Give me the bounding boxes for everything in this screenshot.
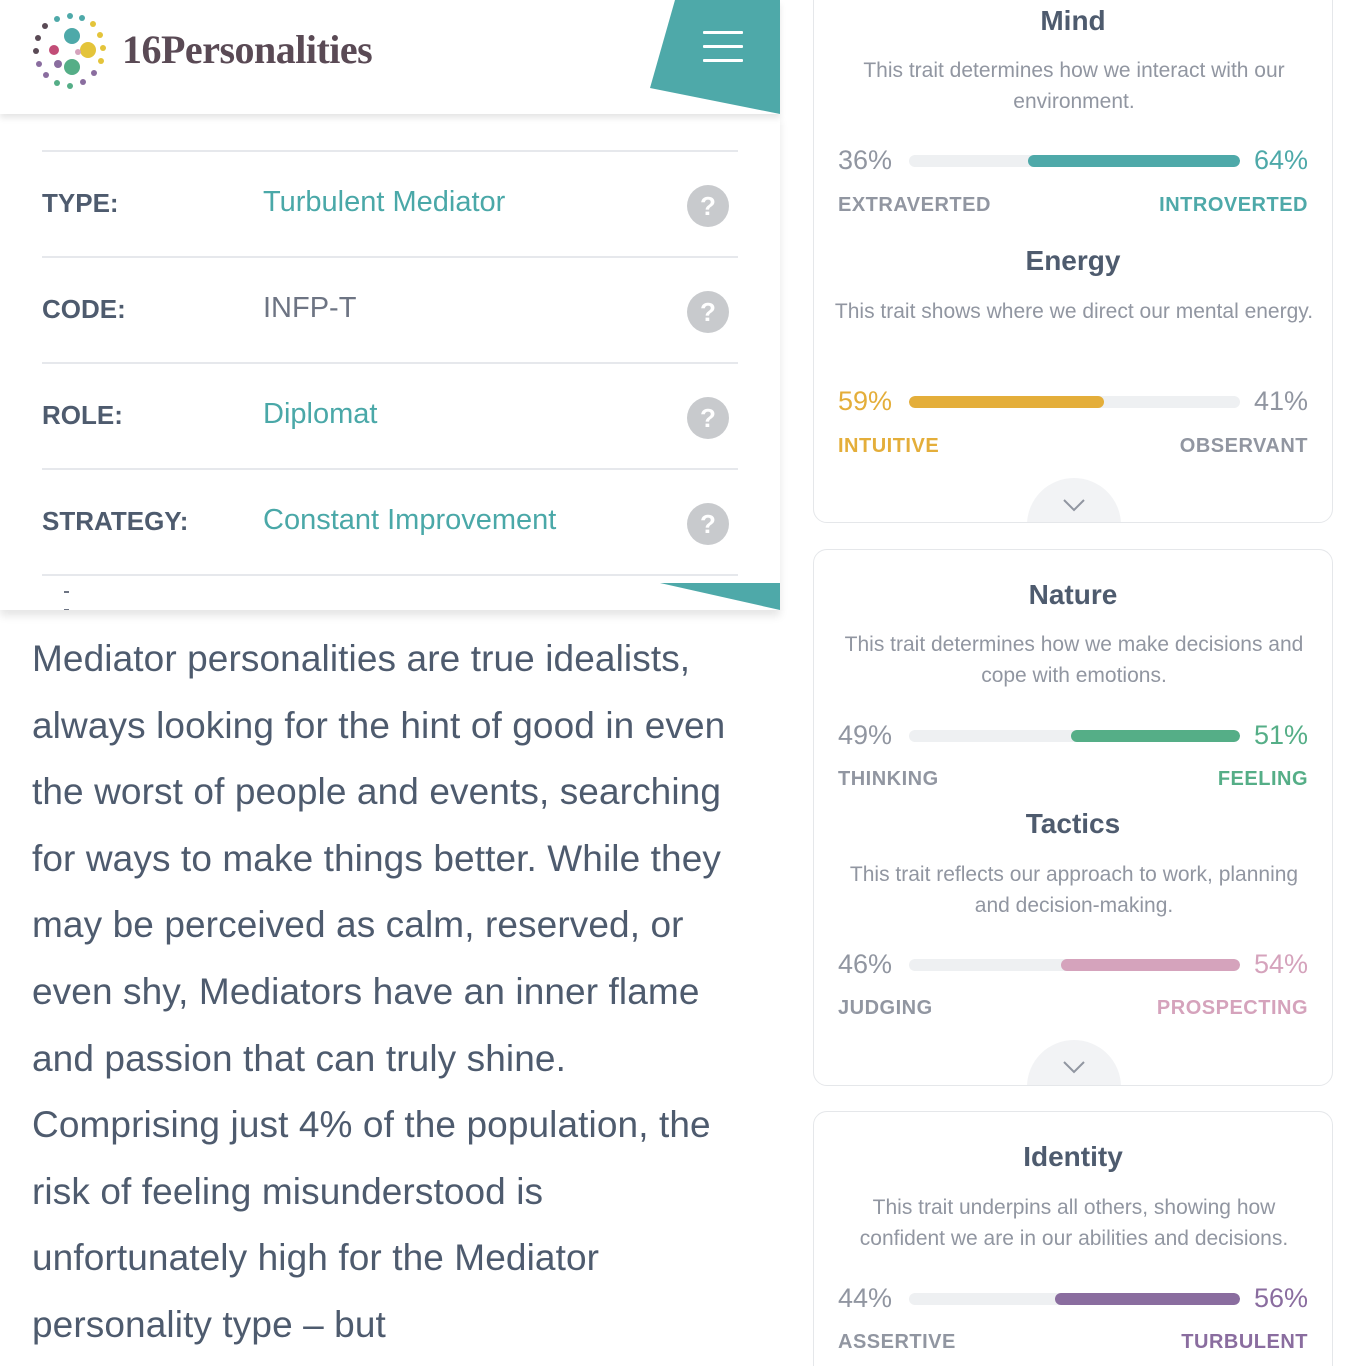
strategy-label: STRATEGY:	[42, 506, 189, 536]
trait-description: This trait determines how we make decisions and cope with emotions.	[844, 633, 1304, 687]
trait-bar-fill	[1061, 959, 1240, 971]
trait-right-percent: 41%	[1253, 386, 1308, 416]
site-header	[0, 0, 780, 114]
trait-right-label: TURBULENT	[1181, 1331, 1308, 1353]
info-row-strategy	[42, 468, 738, 574]
brand-name[interactable]: 16Personalities	[122, 27, 373, 72]
trait-bar	[909, 155, 1240, 167]
trait-title: Energy	[1025, 245, 1121, 276]
card-corner-accent	[660, 583, 780, 610]
clipped-row-marker	[64, 580, 86, 584]
trait-left-label: THINKING	[838, 768, 939, 790]
role-help-question-mark-icon[interactable]: ?	[687, 397, 729, 439]
code-value: INFP-T	[263, 292, 357, 324]
strategy-help-question-mark-icon[interactable]: ?	[687, 503, 729, 545]
strategy-value-link[interactable]: Constant Improvement	[263, 504, 557, 536]
type-label: TYPE:	[42, 188, 119, 218]
type-help-question-mark-icon[interactable]: ?	[687, 185, 729, 227]
info-row-code	[42, 256, 738, 362]
info-row-role	[42, 362, 738, 468]
trait-description: This trait underpins all others, showing how confident we are in our abilities and decisions.	[859, 1196, 1289, 1250]
trait-bar-fill	[1071, 730, 1240, 742]
logo-icon[interactable]	[32, 12, 108, 90]
trait-bar	[909, 959, 1240, 971]
trait-right-percent: 51%	[1253, 720, 1308, 750]
info-row-divider	[42, 574, 738, 576]
role-value-link[interactable]: Diplomat	[263, 398, 378, 430]
trait-title: Identity	[1023, 1141, 1123, 1172]
trait-title: Tactics	[1025, 808, 1121, 839]
code-help-question-mark-icon[interactable]: ?	[687, 291, 729, 333]
trait-right-label: OBSERVANT	[1179, 435, 1308, 457]
trait-left-label: INTUITIVE	[838, 435, 940, 457]
trait-left-percent: 46%	[838, 949, 893, 979]
trait-left-label: EXTRAVERTED	[838, 194, 991, 216]
trait-bar	[909, 1293, 1240, 1305]
trait-right-label: INTROVERTED	[1159, 194, 1308, 216]
trait-bar-fill	[909, 396, 1104, 408]
type-value-link[interactable]: Turbulent Mediator	[263, 186, 506, 218]
traits-card-nature-tactics	[813, 549, 1333, 1086]
trait-left-label: JUDGING	[838, 997, 933, 1019]
trait-bar	[909, 730, 1240, 742]
trait-right-percent: 54%	[1253, 949, 1308, 979]
trait-title: Mind	[1040, 5, 1106, 36]
profile-info-card	[0, 114, 780, 610]
trait-right-percent: 56%	[1253, 1283, 1308, 1313]
trait-left-percent: 36%	[838, 145, 893, 175]
hamburger-menu-icon[interactable]	[703, 31, 743, 65]
trait-right-percent: 64%	[1253, 145, 1308, 175]
trait-description: This trait shows where we direct our mental energy.	[834, 300, 1314, 323]
trait-left-percent: 49%	[838, 720, 893, 750]
info-row-type	[42, 150, 738, 256]
trait-description: This trait reflects our approach to work, planning and decision-making.	[849, 863, 1299, 917]
trait-left-label: ASSERTIVE	[838, 1331, 956, 1353]
traits-card-mind-energy	[813, 0, 1333, 523]
role-label: ROLE:	[42, 400, 123, 430]
code-label: CODE:	[42, 294, 126, 324]
trait-right-label: PROSPECTING	[1156, 997, 1308, 1019]
traits-card-identity	[813, 1111, 1333, 1366]
trait-bar-fill	[1055, 1293, 1240, 1305]
trait-title: Nature	[1028, 579, 1118, 610]
trait-left-percent: 59%	[838, 386, 893, 416]
trait-bar-fill	[1028, 155, 1240, 167]
trait-left-percent: 44%	[838, 1283, 893, 1313]
type-description: Mediator personalities are true idealists, always looking for the hint of good in even the worst of people and events, searching for ways to make things better. While they may be perceived as calm, reserved, or even shy, Mediators have an inner flame and passion that can truly shine. Comprising just 4% of the population, the risk of feeling misunderstood is unfortunately high for the Mediator personality type – but	[32, 638, 726, 1345]
trait-right-label: FEELING	[1217, 768, 1308, 790]
trait-description: This trait determines how we interact with our environment.	[863, 59, 1285, 113]
trait-bar	[909, 396, 1240, 408]
